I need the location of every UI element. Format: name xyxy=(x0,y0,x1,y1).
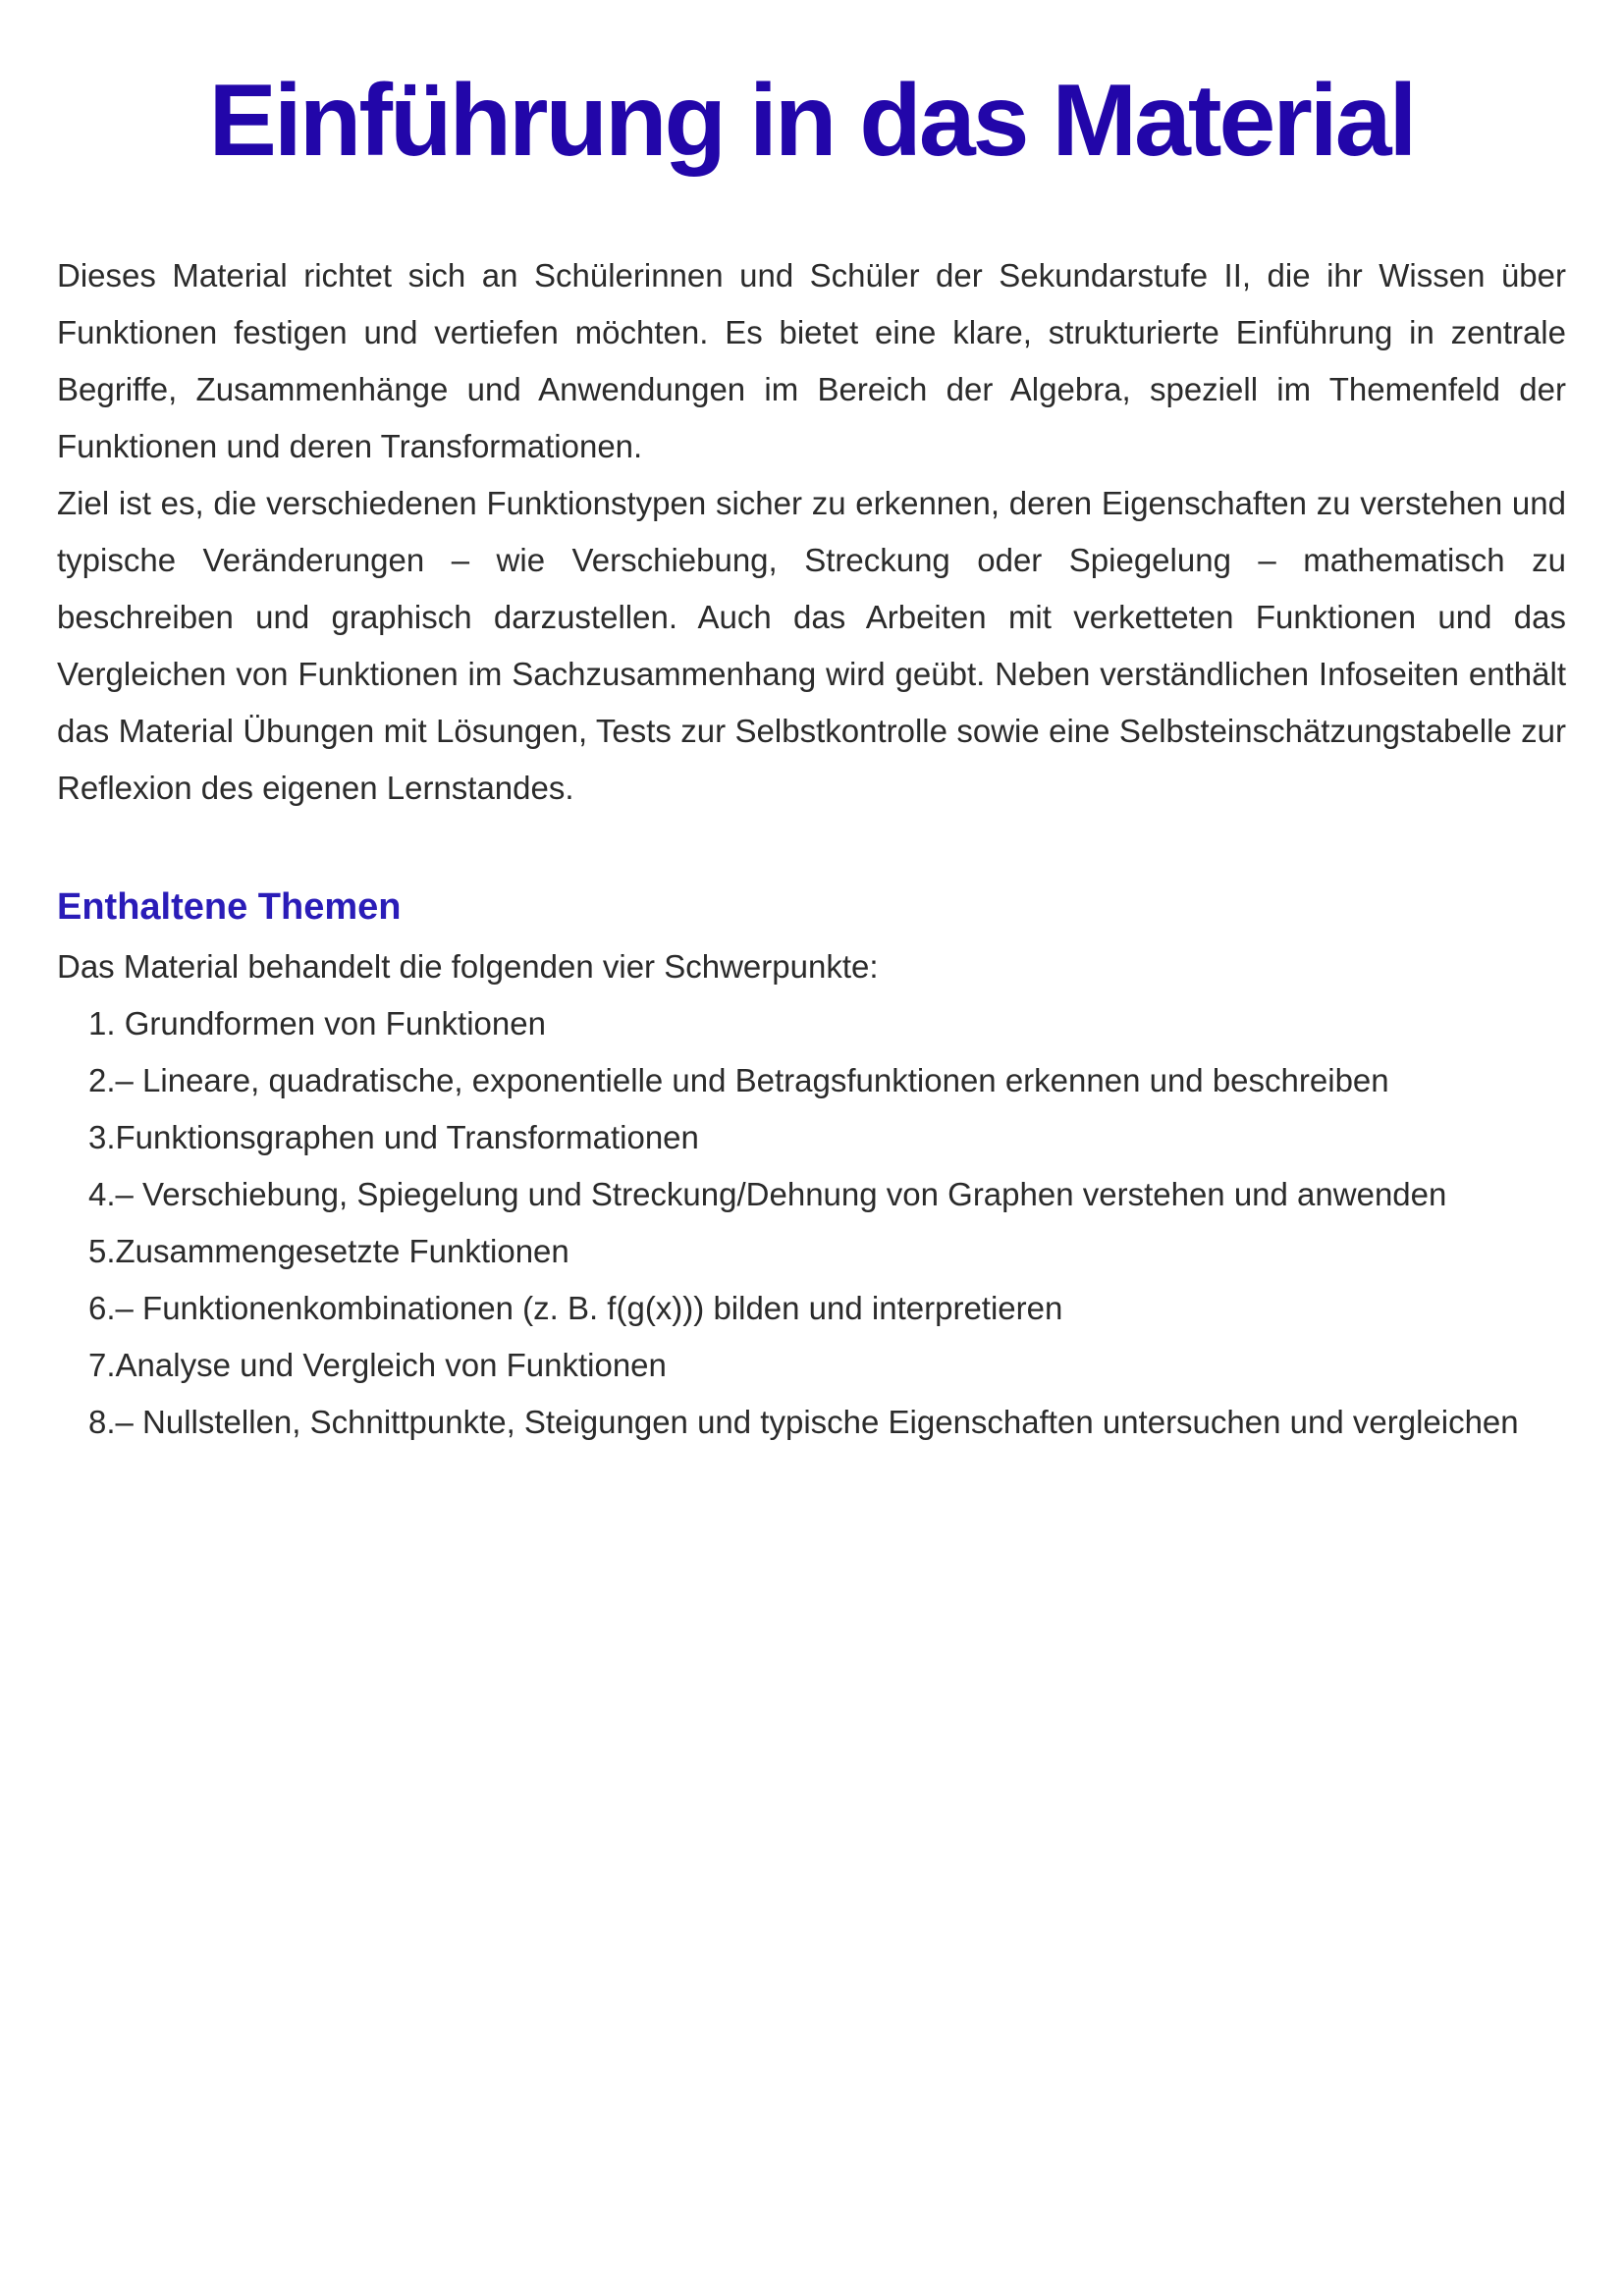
list-item: 7.Analyse und Vergleich von Funktionen xyxy=(88,1347,667,1383)
intro-paragraph: Dieses Material richtet sich an Schülerinnen und Schüler der Sekundarstufe II, die ihr Wissen über Funktionen festigen und vertiefen möchten. Es bietet eine klare, strukturierte Einführung in zentrale Begriffe, Zusammenhänge und Anwendungen im Bereich der Algebra, speziell im Themenfeld der Funktionen und deren Transformationen. xyxy=(57,257,1566,464)
topics-list xyxy=(57,995,1566,1451)
intro-section xyxy=(57,247,1566,817)
list-item: 1. Grundformen von Funktionen xyxy=(88,1005,546,1041)
list-item: 8.– Nullstellen, Schnittpunkte, Steigungen und typische Eigenschaften untersuchen und vergleichen xyxy=(88,1404,1519,1440)
list-item: 2.– Lineare, quadratische, exponentielle und Betragsfunktionen erkennen und beschreiben xyxy=(88,1062,1389,1098)
list-item: 4.– Verschiebung, Spiegelung und Streckung/Dehnung von Graphen verstehen und anwenden xyxy=(88,1176,1447,1212)
page-title: Einführung in das Material xyxy=(208,64,1415,178)
intro-paragraph: Ziel ist es, die verschiedenen Funktionstypen sicher zu erkennen, deren Eigenschaften zu verstehen und typische Veränderungen – wie Verschiebung, Streckung oder Spiegelung – mathematisch zu beschreiben und graphisch darzustellen. Auch das Arbeiten mit verketteten Funktionen und das Vergleichen von Funktionen im Sachzusammenhang wird geübt. Neben verständlichen Infoseiten enthält das Material Übungen mit Lösungen, Tests zur Selbstkontrolle sowie eine Selbsteinschätzungstabelle zur Reflexion des eigenen Lernstandes. xyxy=(57,485,1566,806)
topics-heading: Enthaltene Themen xyxy=(57,886,402,928)
topics-section xyxy=(57,881,1566,1451)
topics-lead: Das Material behandelt die folgenden vier Schwerpunkte: xyxy=(57,948,879,985)
list-item: 6.– Funktionenkombinationen (z. B. f(g(x))) bilden und interpretieren xyxy=(88,1290,1063,1326)
list-item: 3.Funktionsgraphen und Transformationen xyxy=(88,1119,699,1155)
list-item: 5.Zusammengesetzte Funktionen xyxy=(88,1233,569,1269)
